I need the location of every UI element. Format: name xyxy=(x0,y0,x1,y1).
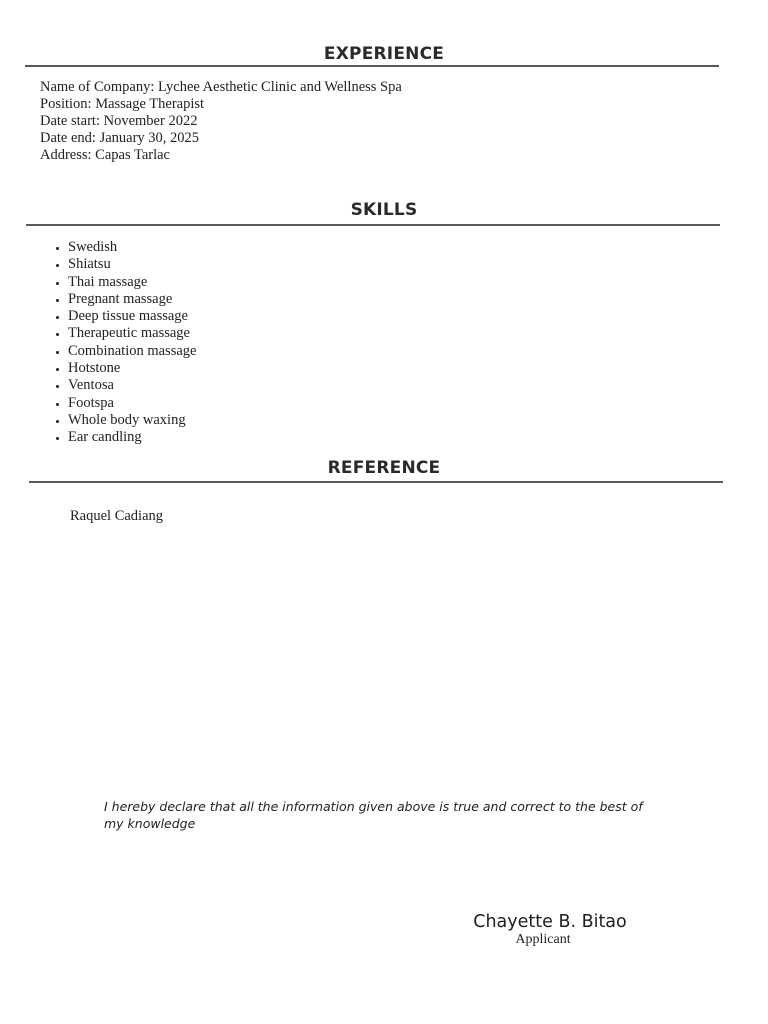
skills-list xyxy=(40,239,196,447)
reference-name: Raquel Cadiang xyxy=(70,508,164,524)
list-item: • Thai massage xyxy=(68,274,196,291)
skills-divider xyxy=(26,224,720,226)
list-item: • Shiatsu xyxy=(68,256,196,273)
list-item: • Hotstone xyxy=(68,360,196,377)
list-item: • Ear candling xyxy=(68,429,196,446)
list-item: • Therapeutic massage xyxy=(68,325,196,342)
list-item: • Pregnant massage xyxy=(68,291,196,308)
address-line: Address: Capas Tarlac xyxy=(40,147,170,163)
position-line: Position: Massage Therapist xyxy=(40,96,205,112)
list-item: • Combination massage xyxy=(68,343,196,360)
list-item: • Whole body waxing xyxy=(68,412,196,429)
reference-divider xyxy=(29,481,723,483)
date-start-line: Date start: November 2022 xyxy=(40,113,198,129)
experience-heading: EXPERIENCE xyxy=(323,44,445,64)
list-item: • Deep tissue massage xyxy=(68,308,196,325)
date-end-line: Date end: January 30, 2025 xyxy=(40,130,200,146)
applicant-role: Applicant xyxy=(515,932,571,947)
list-item: • Swedish xyxy=(68,239,196,256)
applicant-name: Chayette B. Bitao xyxy=(473,912,627,932)
declaration-text: I hereby declare that all the information given above is true and correct to the best of my knowledge xyxy=(104,799,643,831)
reference-heading: REFERENCE xyxy=(327,458,441,478)
skills-heading: SKILLS xyxy=(350,200,418,220)
experience-divider xyxy=(25,65,719,67)
company-line: Name of Company: Lychee Aesthetic Clinic and Wellness Spa xyxy=(40,79,402,95)
list-item: • Ventosa xyxy=(68,377,196,394)
list-item: • Footspa xyxy=(68,395,196,412)
